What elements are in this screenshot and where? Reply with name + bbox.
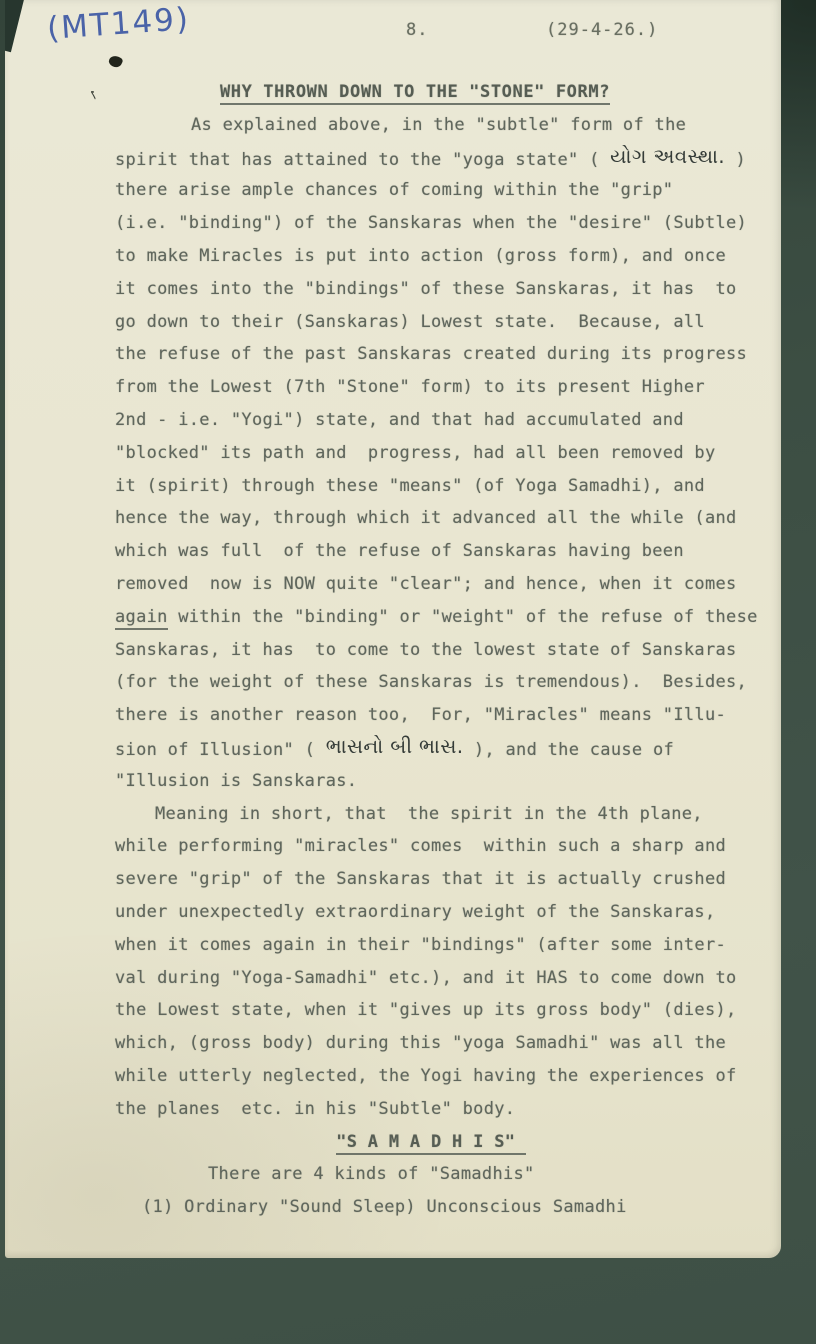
typed-line: there arise ample chances of coming within the "grip" — [115, 180, 674, 201]
typed-line: "Illusion is Sanskaras. — [115, 770, 358, 791]
typed-line: As explained above, in the "subtle" form of the — [191, 114, 687, 135]
typed-line: val during "Yoga-Samadhi" etc.), and it HAS to come down to — [115, 967, 737, 988]
typed-line: to make Miracles is put into action (gross form), and once — [115, 245, 727, 266]
page-date: (29-4-26.) — [546, 20, 659, 40]
pen-checkmark: ✓ — [83, 87, 104, 103]
typed-line: hence the way, through which it advanced all the while (and — [115, 508, 737, 529]
typed-line: (for the weight of these Sanskaras is tremendous). Besides, — [115, 672, 748, 693]
typed-line: There are 4 kinds of "Samadhis" — [208, 1164, 535, 1185]
underlined-text: again — [115, 607, 168, 630]
underlined-text: WHY THROWN DOWN TO THE "STONE" FORM? — [220, 82, 610, 105]
typed-line: from the Lowest (7th "Stone" form) to its present Higher — [115, 377, 705, 398]
typed-line: Sanskaras, it has to come to the lowest state of Sanskaras — [115, 639, 737, 660]
page-corner-shadow — [5, 0, 26, 52]
page-number: 8. — [406, 20, 429, 40]
typed-line: Meaning in short, that the spirit in the 4th plane, — [155, 803, 703, 824]
typed-line: "blocked" its path and progress, had all been removed by — [115, 442, 716, 463]
typed-line: it comes into the "bindings" of these Sanskaras, it has to — [115, 278, 737, 299]
typed-line: which, (gross body) during this "yoga Samadhi" was all the — [115, 1033, 727, 1054]
typed-line: there is another reason too, For, "Miracles" means "Illu- — [115, 705, 727, 726]
typed-line: (i.e. "binding") of the Sanskaras when the "desire" (Subtle) — [115, 213, 748, 234]
samadhis-section-heading — [115, 1132, 747, 1165]
document-title — [99, 82, 731, 115]
document-page — [5, 0, 781, 1258]
typed-line: while performing "miracles" comes within such a sharp and — [115, 836, 727, 857]
typed-line: go down to their (Sanskaras) Lowest state. Because, all — [115, 311, 705, 332]
typed-line: the refuse of the past Sanskaras created during its progress — [115, 344, 748, 365]
gujarati-handwriting: ભાસનો બી ભાસ. — [325, 733, 464, 758]
typed-line: spirit that has attained to the "yoga state" ( યોગ અવસ્થા. ) — [115, 143, 747, 170]
typed-line: 2nd - i.e. "Yogi") state, and that had accumulated and — [115, 409, 684, 430]
underlined-text: "S A M A D H I S" — [336, 1132, 526, 1155]
typed-text-column — [115, 82, 758, 1230]
handwritten-reference-number: (MT149) — [45, 1, 192, 47]
typed-line: the planes etc. in his "Subtle" body. — [115, 1098, 516, 1119]
typed-line: when it comes again in their "bindings" (after some inter- — [115, 934, 727, 955]
gujarati-handwriting: યોગ અવસ્થા. — [610, 143, 725, 168]
typed-line: removed now is NOW quite "clear"; and hence, when it comes — [115, 573, 737, 594]
typed-line: severe "grip" of the Sanskaras that it is actually crushed — [115, 869, 727, 890]
typed-line: which was full of the refuse of Sanskaras having been — [115, 541, 684, 562]
typed-line: sion of Illusion" ( ભાસનો બી ભાસ. ), and the cause of — [115, 733, 675, 760]
typed-line: while utterly neglected, the Yogi having the experiences of — [115, 1065, 737, 1086]
typed-line: (1) Ordinary "Sound Sleep) Unconscious Samadhi — [142, 1197, 627, 1218]
typed-line: under unexpectedly extraordinary weight of the Sanskaras, — [115, 901, 716, 922]
typed-line: it (spirit) through these "means" (of Yoga Samadhi), and — [115, 475, 705, 496]
typed-line: the Lowest state, when it "gives up its gross body" (dies), — [115, 1000, 737, 1021]
ink-blot — [107, 54, 123, 69]
typed-line: again within the "binding" or "weight" of the refuse of these — [115, 607, 747, 640]
